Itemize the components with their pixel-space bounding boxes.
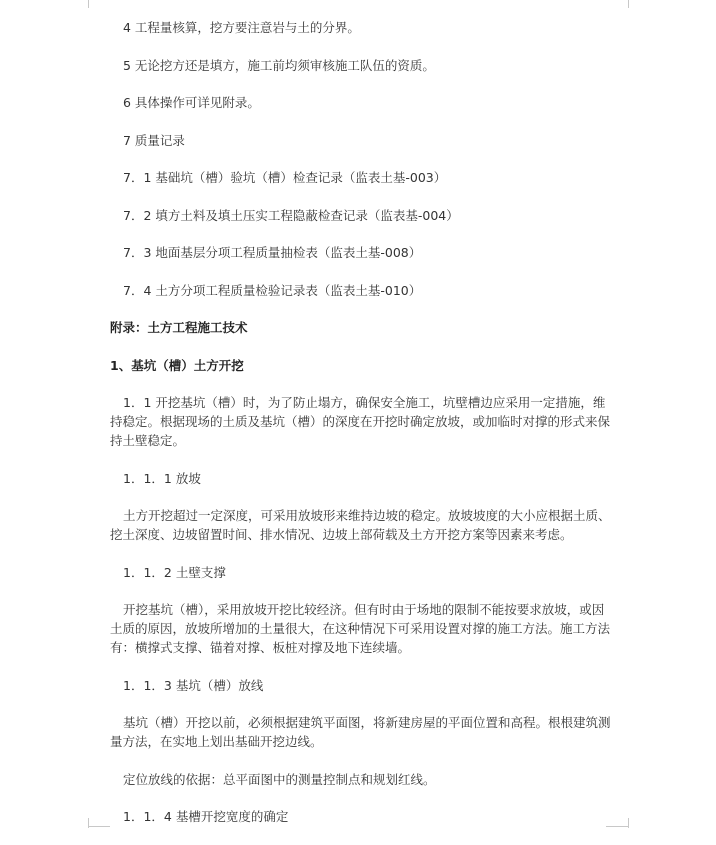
paragraph-item-7-2: 7．2 填方土料及填土压实工程隐蔽检查记录（监表基-004）	[123, 207, 459, 223]
paragraph-1-1: 1．1 开挖基坑（槽）时，为了防止塌方，确保安全施工，坑壁槽边应采用一定措施，维持稳定。根据现场的土质及基坑（槽）的深度在开挖时确定放坡，或加临时对撑的形式来保持土壁稳定。	[110, 395, 611, 448]
section-heading-excavation: 1、基坑（槽）土方开挖	[110, 357, 244, 373]
paragraph-slope: 土方开挖超过一定深度，可采用放坡形来维持边坡的稳定。放坡坡度的大小应根据土质、挖土深度、边坡留置时间、排水情况、边坡上部荷载及土方开挖方案等因素来考虑。	[110, 508, 611, 542]
section-heading-quality-records: 7 质量记录	[123, 132, 185, 148]
crop-mark-bottom-left-horizontal	[88, 826, 110, 827]
subheading-1-1-2: 1．1．2 土壁支撑	[123, 564, 226, 580]
paragraph-item-7-3: 7．3 地面基层分项工程质量抽检表（监表土基-008）	[123, 245, 422, 260]
paragraph-layout-basis: 定位放线的依据：总平面图中的测量控制点和规划红线。	[123, 771, 436, 787]
subheading-1-1-3: 1．1．3 基坑（槽）放线	[123, 677, 264, 693]
paragraph-support: 开挖基坑（槽），采用放坡开挖比较经济。但有时由于场地的限制不能按要求放坡，或因土质的原因，放坡所增加的土量很大，在这种情况下可采用设置对撑的施工方法。施工方法有：横撑式支撑、锚着对撑、板桩对撑及地下连续墙。	[110, 602, 611, 655]
paragraph-item-5: 5 无论挖方还是填方，施工前均须审核施工队伍的资质。	[123, 57, 435, 73]
crop-mark-top-left	[88, 0, 89, 8]
crop-mark-bottom-right-vertical	[628, 818, 629, 828]
crop-mark-bottom-left-vertical	[88, 818, 89, 828]
paragraph-item-7-4: 7．4 土方分项工程质量检验记录表（监表土基-010）	[123, 282, 422, 298]
subheading-1-1-4: 1．1．4 基槽开挖宽度的确定	[123, 809, 289, 824]
paragraph-layout: 基坑（槽）开挖以前，必须根据建筑平面图，将新建房屋的平面位置和高程。根根建筑测量方法，在实地上划出基础开挖边线。	[110, 715, 611, 749]
document-body	[110, 18, 616, 845]
subheading-1-1-1: 1．1．1 放坡	[123, 470, 201, 486]
appendix-title: 附录：土方工程施工技术	[110, 320, 248, 335]
paragraph-item-6: 6 具体操作可详见附录。	[123, 95, 260, 110]
crop-mark-top-right	[628, 0, 629, 8]
paragraph-item-4: 4 工程量核算，挖方要注意岩与土的分界。	[123, 20, 360, 35]
paragraph-item-7-1: 7．1 基础坑（槽）验坑（槽）检查记录（监表土基-003）	[123, 170, 447, 185]
